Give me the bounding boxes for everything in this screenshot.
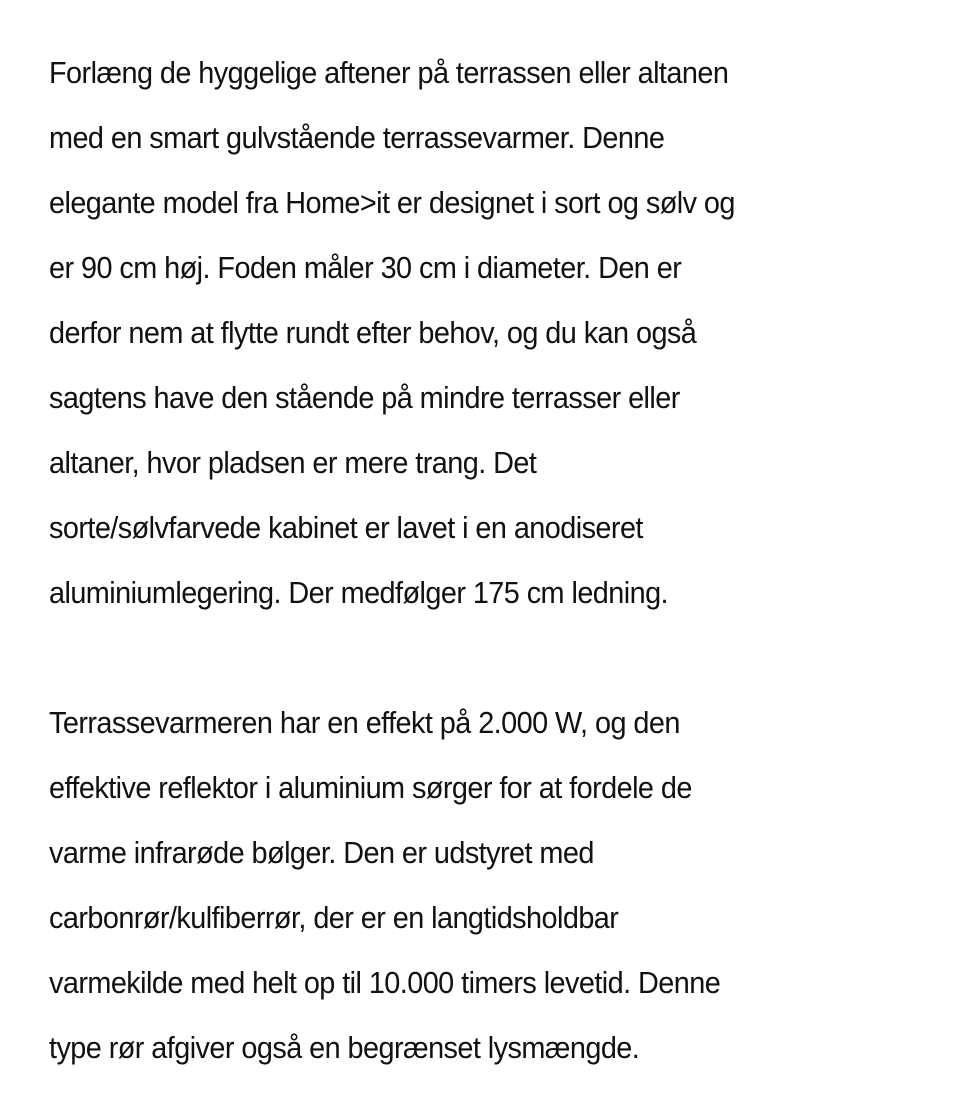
- text-line: derfor nem at flytte rundt efter behov, og du kan også: [49, 315, 697, 350]
- text-line: er 90 cm høj. Foden måler 30 cm i diameter. Den er: [49, 250, 682, 285]
- text-line: varme infrarøde bølger. Den er udstyret med: [49, 835, 594, 870]
- paragraph-product-specs: [49, 690, 949, 1080]
- text-line: med en smart gulvstående terrassevarmer. Denne: [49, 120, 665, 155]
- text-line: type rør afgiver også en begrænset lysmængde.: [49, 1030, 640, 1065]
- text-line: Forlæng de hyggelige aftener på terrassen eller altanen: [49, 55, 729, 90]
- text-line: altaner, hvor pladsen er mere trang. Det: [49, 445, 537, 480]
- text-line: sagtens have den stående på mindre terrasser eller: [49, 380, 680, 415]
- text-line: Terrassevarmeren har en effekt på 2.000 W, og den: [49, 705, 680, 740]
- text-line: carbonrør/kulfiberrør, der er en langtidsholdbar: [49, 900, 619, 935]
- text-line: varmekilde med helt op til 10.000 timers levetid. Denne: [49, 965, 721, 1000]
- paragraph-product-design: [49, 40, 949, 625]
- text-line: elegante model fra Home>it er designet i sort og sølv og: [49, 185, 735, 220]
- text-line: aluminiumlegering. Der medfølger 175 cm ledning.: [49, 575, 669, 610]
- text-line: sorte/sølvfarvede kabinet er lavet i en anodiseret: [49, 510, 643, 545]
- text-line: effektive reflektor i aluminium sørger for at fordele de: [49, 770, 692, 805]
